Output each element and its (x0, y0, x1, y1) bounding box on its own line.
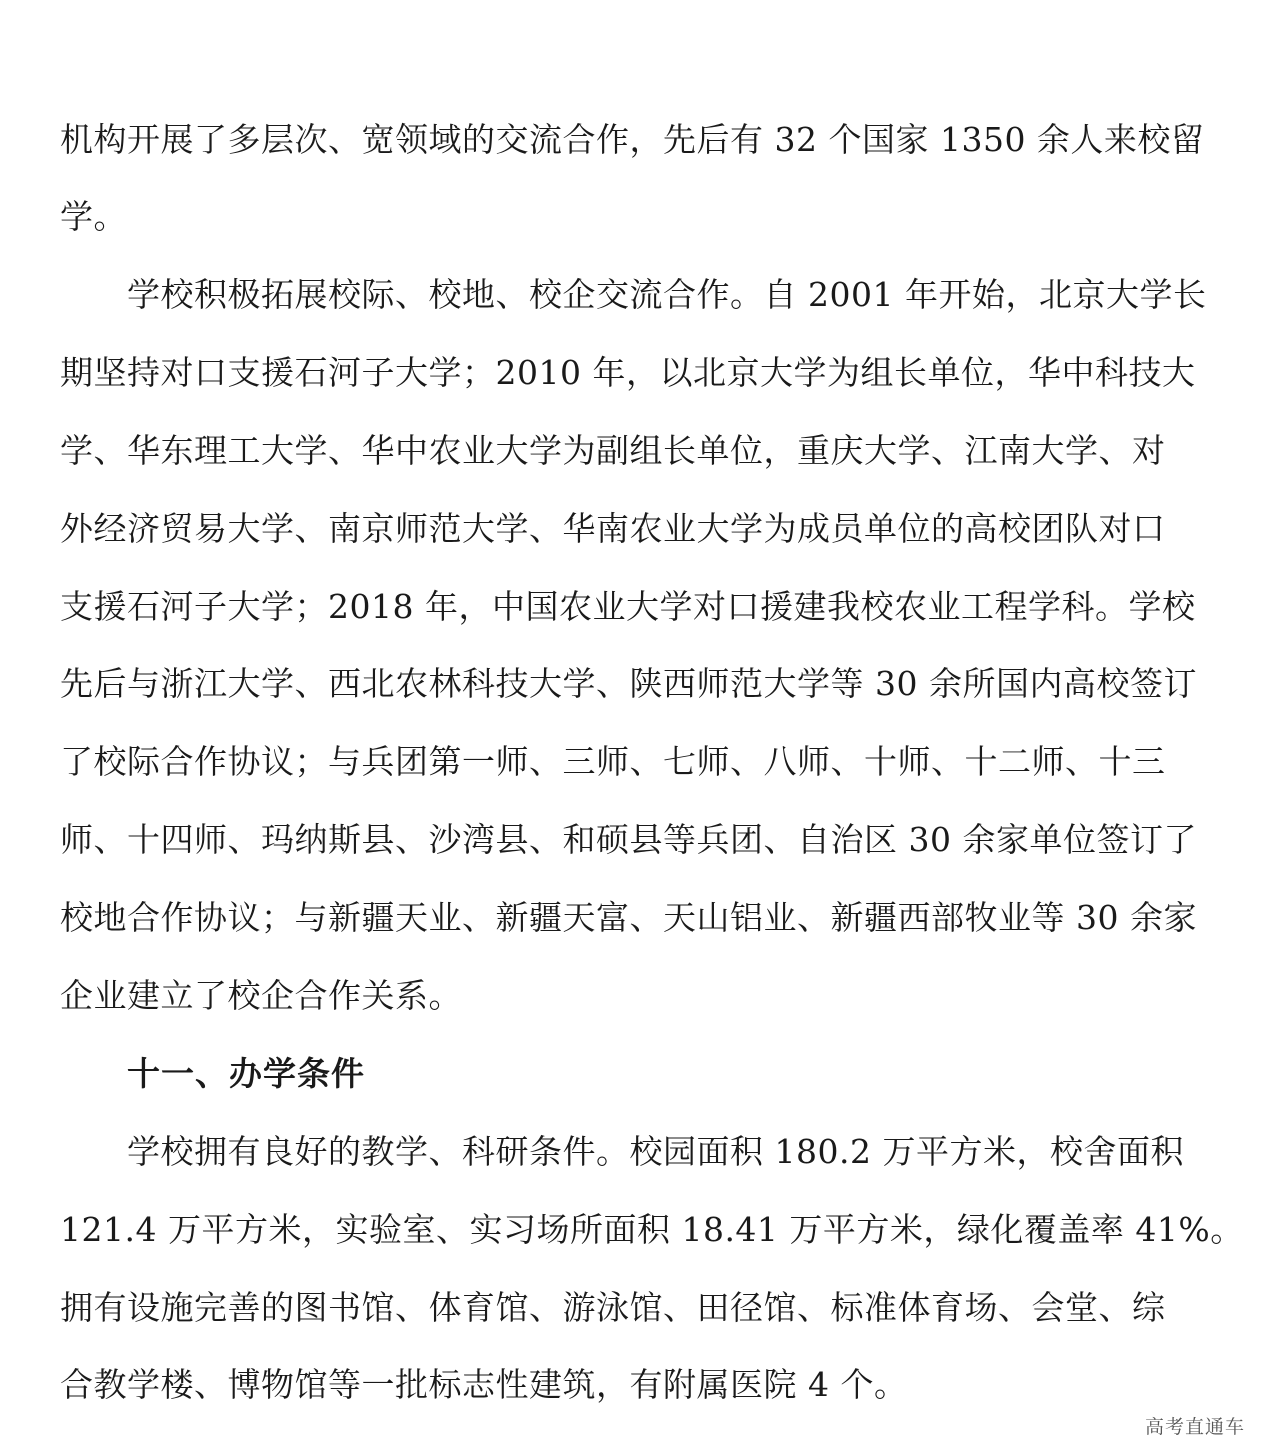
paragraph-2-line-3: 学、华东理工大学、华中农业大学为副组长单位，重庆大学、江南大学、对 (60, 431, 1166, 470)
paragraph-2-line-10: 企业建立了校企合作关系。 (60, 976, 462, 1015)
paragraph-3-line-4: 合教学楼、博物馆等一批标志性建筑，有附属医院 4 个。 (60, 1365, 908, 1404)
paragraph-3-line-1: 学校拥有良好的教学、科研条件。校园面积 180.2 万平方米，校舍面积 (127, 1132, 1184, 1171)
paragraph-1-line-1: 机构开展了多层次、宽领域的交流合作，先后有 32 个国家 1350 余人来校留 (60, 120, 1205, 159)
paragraph-2-line-7: 了校际合作协议；与兵团第一师、三师、七师、八师、十师、十二师、十三 (60, 742, 1166, 781)
paragraph-2-line-4: 外经济贸易大学、南京师范大学、华南农业大学为成员单位的高校团队对口 (60, 509, 1166, 548)
paragraph-2-line-6: 先后与浙江大学、西北农林科技大学、陕西师范大学等 30 余所国内高校签订 (60, 664, 1197, 703)
paragraph-2-line-1: 学校积极拓展校际、校地、校企交流合作。自 2001 年开始，北京大学长 (127, 275, 1207, 314)
paragraph-3-line-3: 拥有设施完善的图书馆、体育馆、游泳馆、田径馆、标准体育场、会堂、综 (60, 1288, 1166, 1327)
paragraph-2-line-5: 支援石河子大学；2018 年，中国农业大学对口援建我校农业工程学科。学校 (60, 587, 1196, 626)
paragraph-1-line-2: 学。 (60, 197, 127, 236)
paragraph-3-line-2: 121.4 万平方米，实验室、实习场所面积 18.41 万平方米，绿化覆盖率 41%。 (60, 1210, 1244, 1249)
paragraph-2-line-9: 校地合作协议；与新疆天业、新疆天富、天山铝业、新疆西部牧业等 30 余家 (60, 898, 1197, 937)
section-heading: 十一、办学条件 (127, 1054, 365, 1093)
paragraph-2-line-2: 期坚持对口支援石河子大学；2010 年，以北京大学为组长单位，华中科技大 (60, 353, 1196, 392)
paragraph-2-line-8: 师、十四师、玛纳斯县、沙湾县、和硕县等兵团、自治区 30 余家单位签订了 (60, 820, 1197, 859)
watermark: 高考直通车 (1144, 1416, 1245, 1438)
